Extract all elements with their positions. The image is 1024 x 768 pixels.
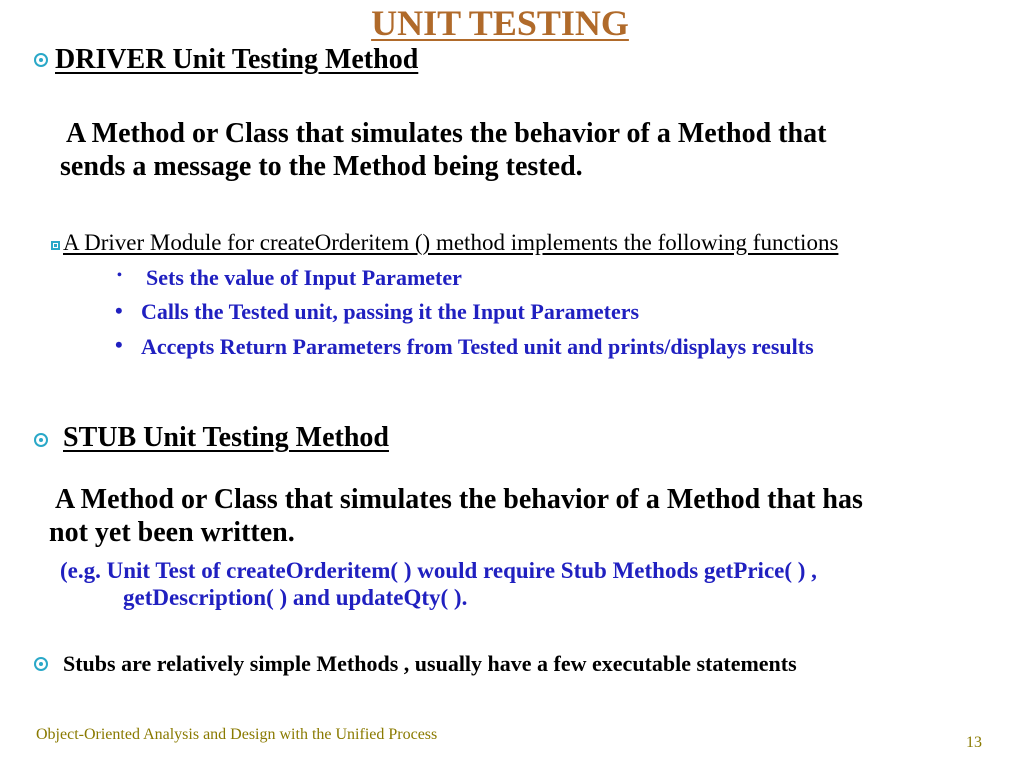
driver-function-2: Calls the Tested unit, passing it the Input Parameters — [141, 299, 640, 324]
ring-bullet-icon — [34, 53, 48, 67]
stub-example-line1: (e.g. Unit Test of createOrderitem( ) would require Stub Methods getPrice( ) , — [60, 558, 817, 583]
stubs-note: Stubs are relatively simple Methods , usually have a few executable statements — [63, 651, 797, 676]
page-number: 13 — [966, 734, 982, 751]
driver-function-1: Sets the value of Input Parameter — [146, 265, 462, 290]
bullet-dot-icon: • — [115, 298, 123, 323]
driver-desc-line1: A Method or Class that simulates the behavior of a Method that — [66, 118, 827, 149]
driver-heading: DRIVER Unit Testing Method — [55, 44, 419, 75]
square-bullet-icon — [51, 241, 60, 250]
stub-desc-line1: A Method or Class that simulates the behavior of a Method that has — [55, 484, 863, 515]
bullet-dot-icon: • — [115, 332, 123, 357]
ring-bullet-icon — [34, 433, 48, 447]
stub-heading: STUB Unit Testing Method — [63, 422, 389, 453]
stub-example-line2: getDescription( ) and updateQty( ). — [123, 585, 468, 610]
bullet-dot-icon: • — [117, 268, 122, 283]
stub-desc-line2: not yet been written. — [49, 517, 295, 548]
footer-course-title: Object-Oriented Analysis and Design with the Unified Process — [36, 726, 438, 743]
driver-sub-item: A Driver Module for createOrderitem () method implements the following functions — [63, 230, 839, 255]
slide-title: UNIT TESTING — [371, 3, 629, 43]
ring-bullet-icon — [34, 657, 48, 671]
driver-desc-line2: sends a message to the Method being tested. — [60, 151, 583, 182]
driver-function-3: Accepts Return Parameters from Tested unit and prints/displays results — [141, 334, 814, 359]
